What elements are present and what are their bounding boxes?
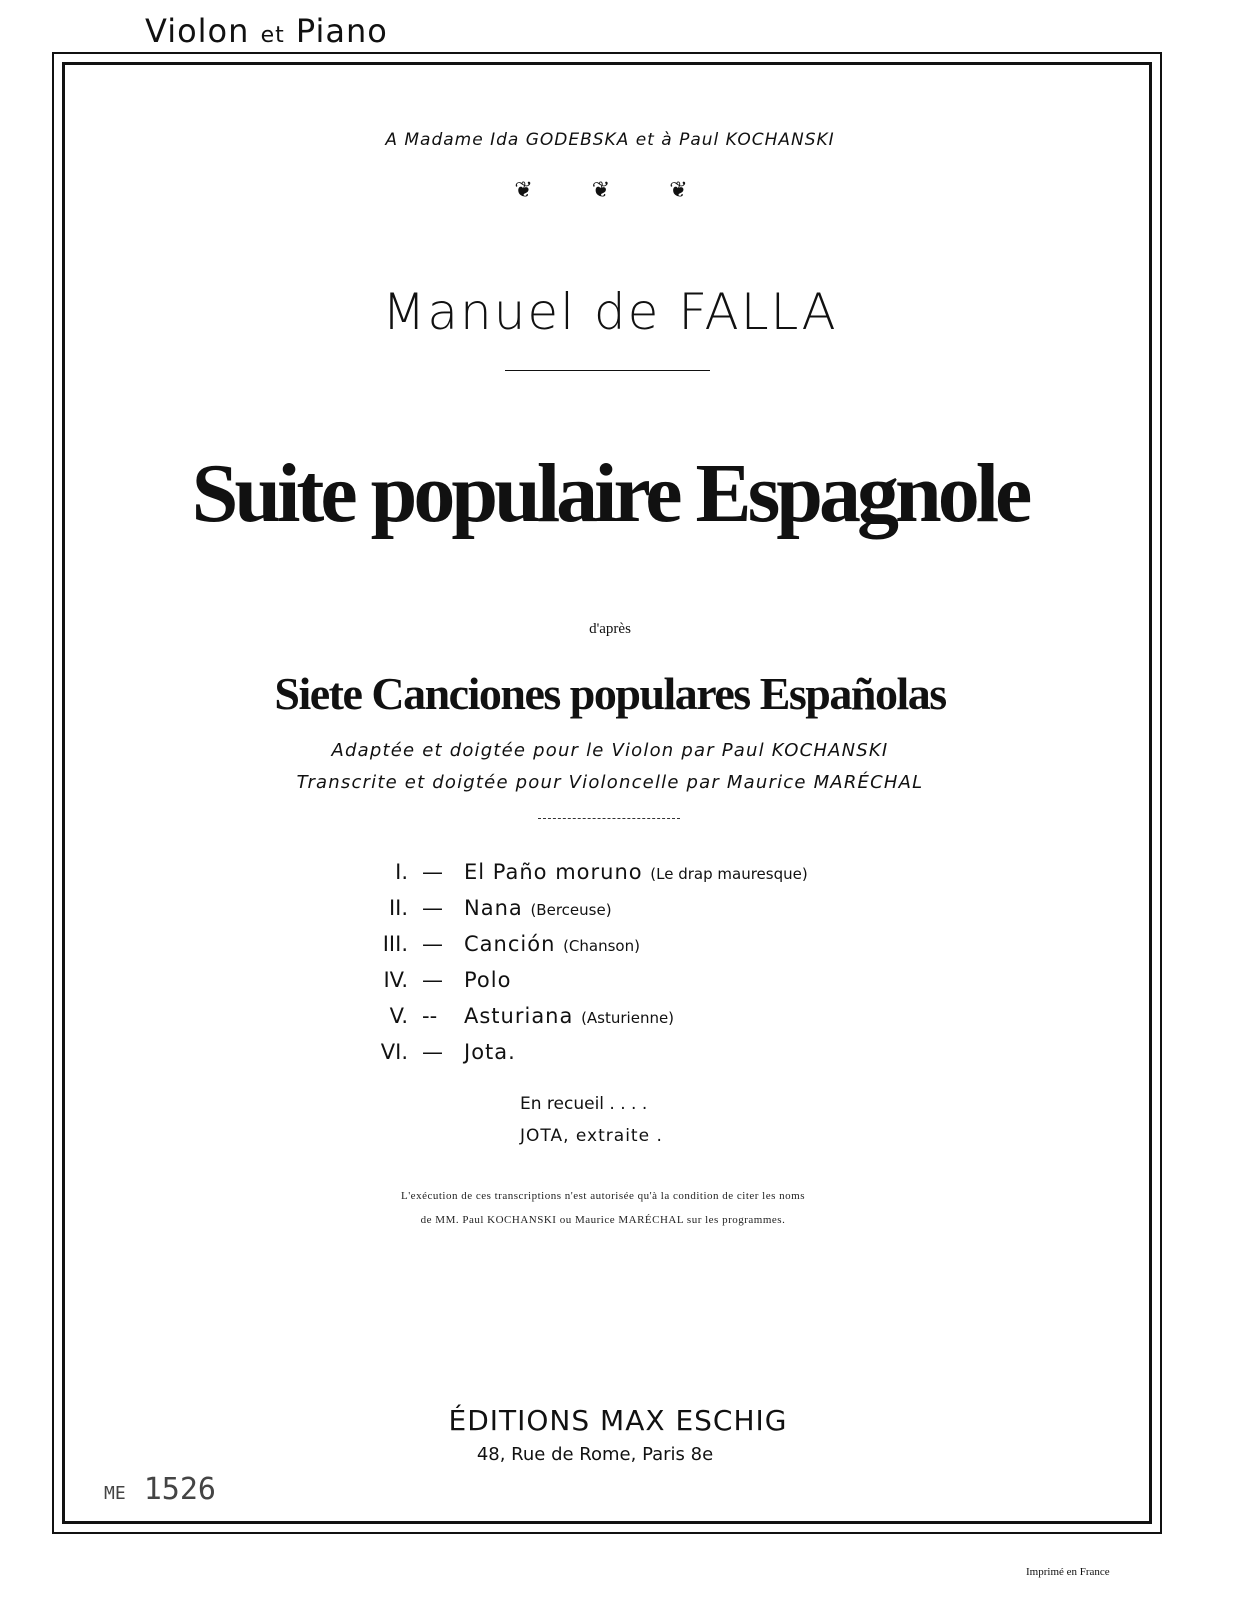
movement-item [300, 932, 900, 962]
movement-dash: -- [422, 1004, 438, 1028]
movement-translation: (Berceuse) [530, 901, 612, 919]
movement-name: El Paño moruno [464, 860, 643, 884]
movement-number: IV. [383, 968, 408, 992]
composer-name: Manuel de FALLA [382, 283, 838, 341]
source-title: Siete Canciones populares Españolas [274, 668, 946, 719]
movement-number: III. [382, 932, 408, 956]
movement-dash: — [422, 968, 443, 992]
instrument-connector: et [260, 23, 285, 48]
plate-digits: 1526 [143, 1472, 216, 1507]
dedication: A Madame Ida GODEBSKA et à Paul KOCHANSKI [385, 130, 835, 150]
performance-notice-line-2: de MM. Paul KOCHANSKI ou Maurice MARÉCHAL sur les programmes. [420, 1214, 786, 1226]
movement-number: II. [388, 896, 408, 920]
movement-name: Jota. [464, 1040, 516, 1064]
edition-collection: En recueil . . . . [520, 1094, 648, 1114]
dapres-label: d'après [589, 621, 631, 637]
plate-number [104, 1472, 216, 1508]
divider-rule [505, 370, 710, 371]
printed-in-france: Imprimé en France [1026, 1566, 1110, 1578]
instrument-violin: Violon [145, 12, 250, 50]
movement-dash: — [422, 860, 443, 884]
movement-name: Canción [464, 932, 556, 956]
edition-extract: JOTA, extraite . [520, 1126, 663, 1146]
movement-item [300, 1004, 900, 1034]
movement-item [300, 896, 900, 926]
movement-item [300, 968, 900, 998]
page-title: Suite populaire Espagnole [191, 447, 1029, 540]
plate-prefix: ME [104, 1483, 126, 1504]
publisher-address: 48, Rue de Rome, Paris 8e [476, 1444, 714, 1465]
movement-name: Asturiana [464, 1004, 574, 1028]
cello-credit: Transcrite et doigtée pour Violoncelle par Maurice MARÉCHAL [296, 772, 924, 793]
movement-translation: (Chanson) [563, 937, 640, 955]
instrument-piano: Piano [295, 12, 388, 50]
movement-name: Polo [464, 968, 512, 992]
movement-translation: (Le drap mauresque) [650, 865, 808, 883]
movement-number: V. [389, 1004, 408, 1028]
movement-number: VI. [380, 1040, 408, 1064]
instrumentation-label [145, 12, 388, 50]
movement-item [300, 860, 900, 890]
movement-name: Nana [464, 896, 523, 920]
movement-number: I. [395, 860, 408, 884]
divider-rule-small [538, 818, 680, 819]
movement-dash: — [422, 932, 443, 956]
performance-notice-line-1: L'exécution de ces transcriptions n'est autorisée qu'à la condition de citer les noms [400, 1190, 805, 1202]
movement-dash: — [422, 896, 443, 920]
movement-item [300, 1040, 900, 1070]
movement-dash: — [422, 1040, 443, 1064]
violin-credit: Adaptée et doigtée pour le Violon par Paul KOCHANSKI [331, 740, 889, 761]
ornament-icon: ❦ ❦ ❦ [514, 178, 714, 203]
publisher-name: ÉDITIONS MAX ESCHIG [448, 1404, 788, 1437]
movement-translation: (Asturienne) [581, 1009, 675, 1027]
